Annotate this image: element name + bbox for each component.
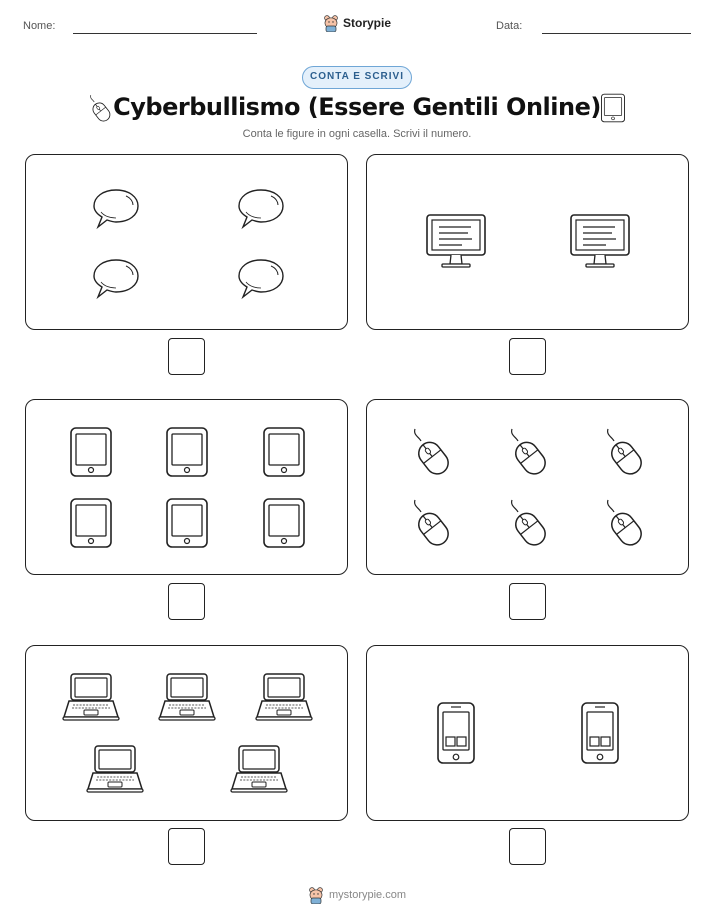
date-line[interactable] [542,33,691,34]
tablet-icon [71,499,111,547]
tablet-icon [167,499,207,547]
bear-icon [308,886,324,904]
laptop-icon [231,746,287,792]
answer-box-laptops[interactable] [168,828,205,865]
tablet-icon [264,499,304,547]
laptop-icon [159,674,215,720]
count-panel-tablets [25,399,348,575]
speech-bubble-icon [239,190,283,227]
count-panel-mice [366,399,689,575]
computer-mouse-icon [511,500,549,549]
tablet-icon [600,93,626,123]
brand-name: Storypie [342,16,391,30]
tablet-icon [71,428,111,476]
instructions: Conta le figure in ogni casella. Scrivi il numero. [242,128,472,140]
answer-box-tablets[interactable] [168,583,205,620]
page-title: Cyberbullismo (Essere Gentili Online) [113,93,601,121]
count-panel-smartphones [366,645,689,821]
answer-box-mice[interactable] [509,583,546,620]
footer [0,886,714,904]
laptop-icon [63,674,119,720]
count-panel-laptops [25,645,348,821]
name-label: Nome: [23,20,56,32]
computer-mouse-icon [607,500,645,549]
activity-badge: CONTA E SCRIVI [302,66,412,89]
name-line[interactable] [73,33,257,34]
laptop-icon [256,674,312,720]
answer-box-smartphones[interactable] [509,828,546,865]
footer-url[interactable]: mystorypie.com [328,889,407,901]
speech-bubble-icon [94,260,138,297]
answer-box-speech-bubbles[interactable] [168,338,205,375]
count-panel-monitors [366,154,689,330]
date-label: Data: [496,20,523,32]
computer-mouse-icon [414,500,452,549]
computer-mouse-icon [414,429,452,478]
computer-monitor-icon [571,215,629,267]
computer-monitor-icon [427,215,485,267]
tablet-icon [264,428,304,476]
computer-mouse-icon [511,429,549,478]
speech-bubble-icon [94,190,138,227]
brand-logo [0,14,714,32]
smartphone-icon [582,703,618,763]
tablet-icon [167,428,207,476]
bear-icon [323,14,339,32]
count-panel-speech-bubbles [25,154,348,330]
computer-mouse-icon [607,429,645,478]
laptop-icon [87,746,143,792]
title-row [0,90,714,128]
speech-bubble-icon [239,260,283,297]
smartphone-icon [438,703,474,763]
answer-box-monitors[interactable] [509,338,546,375]
